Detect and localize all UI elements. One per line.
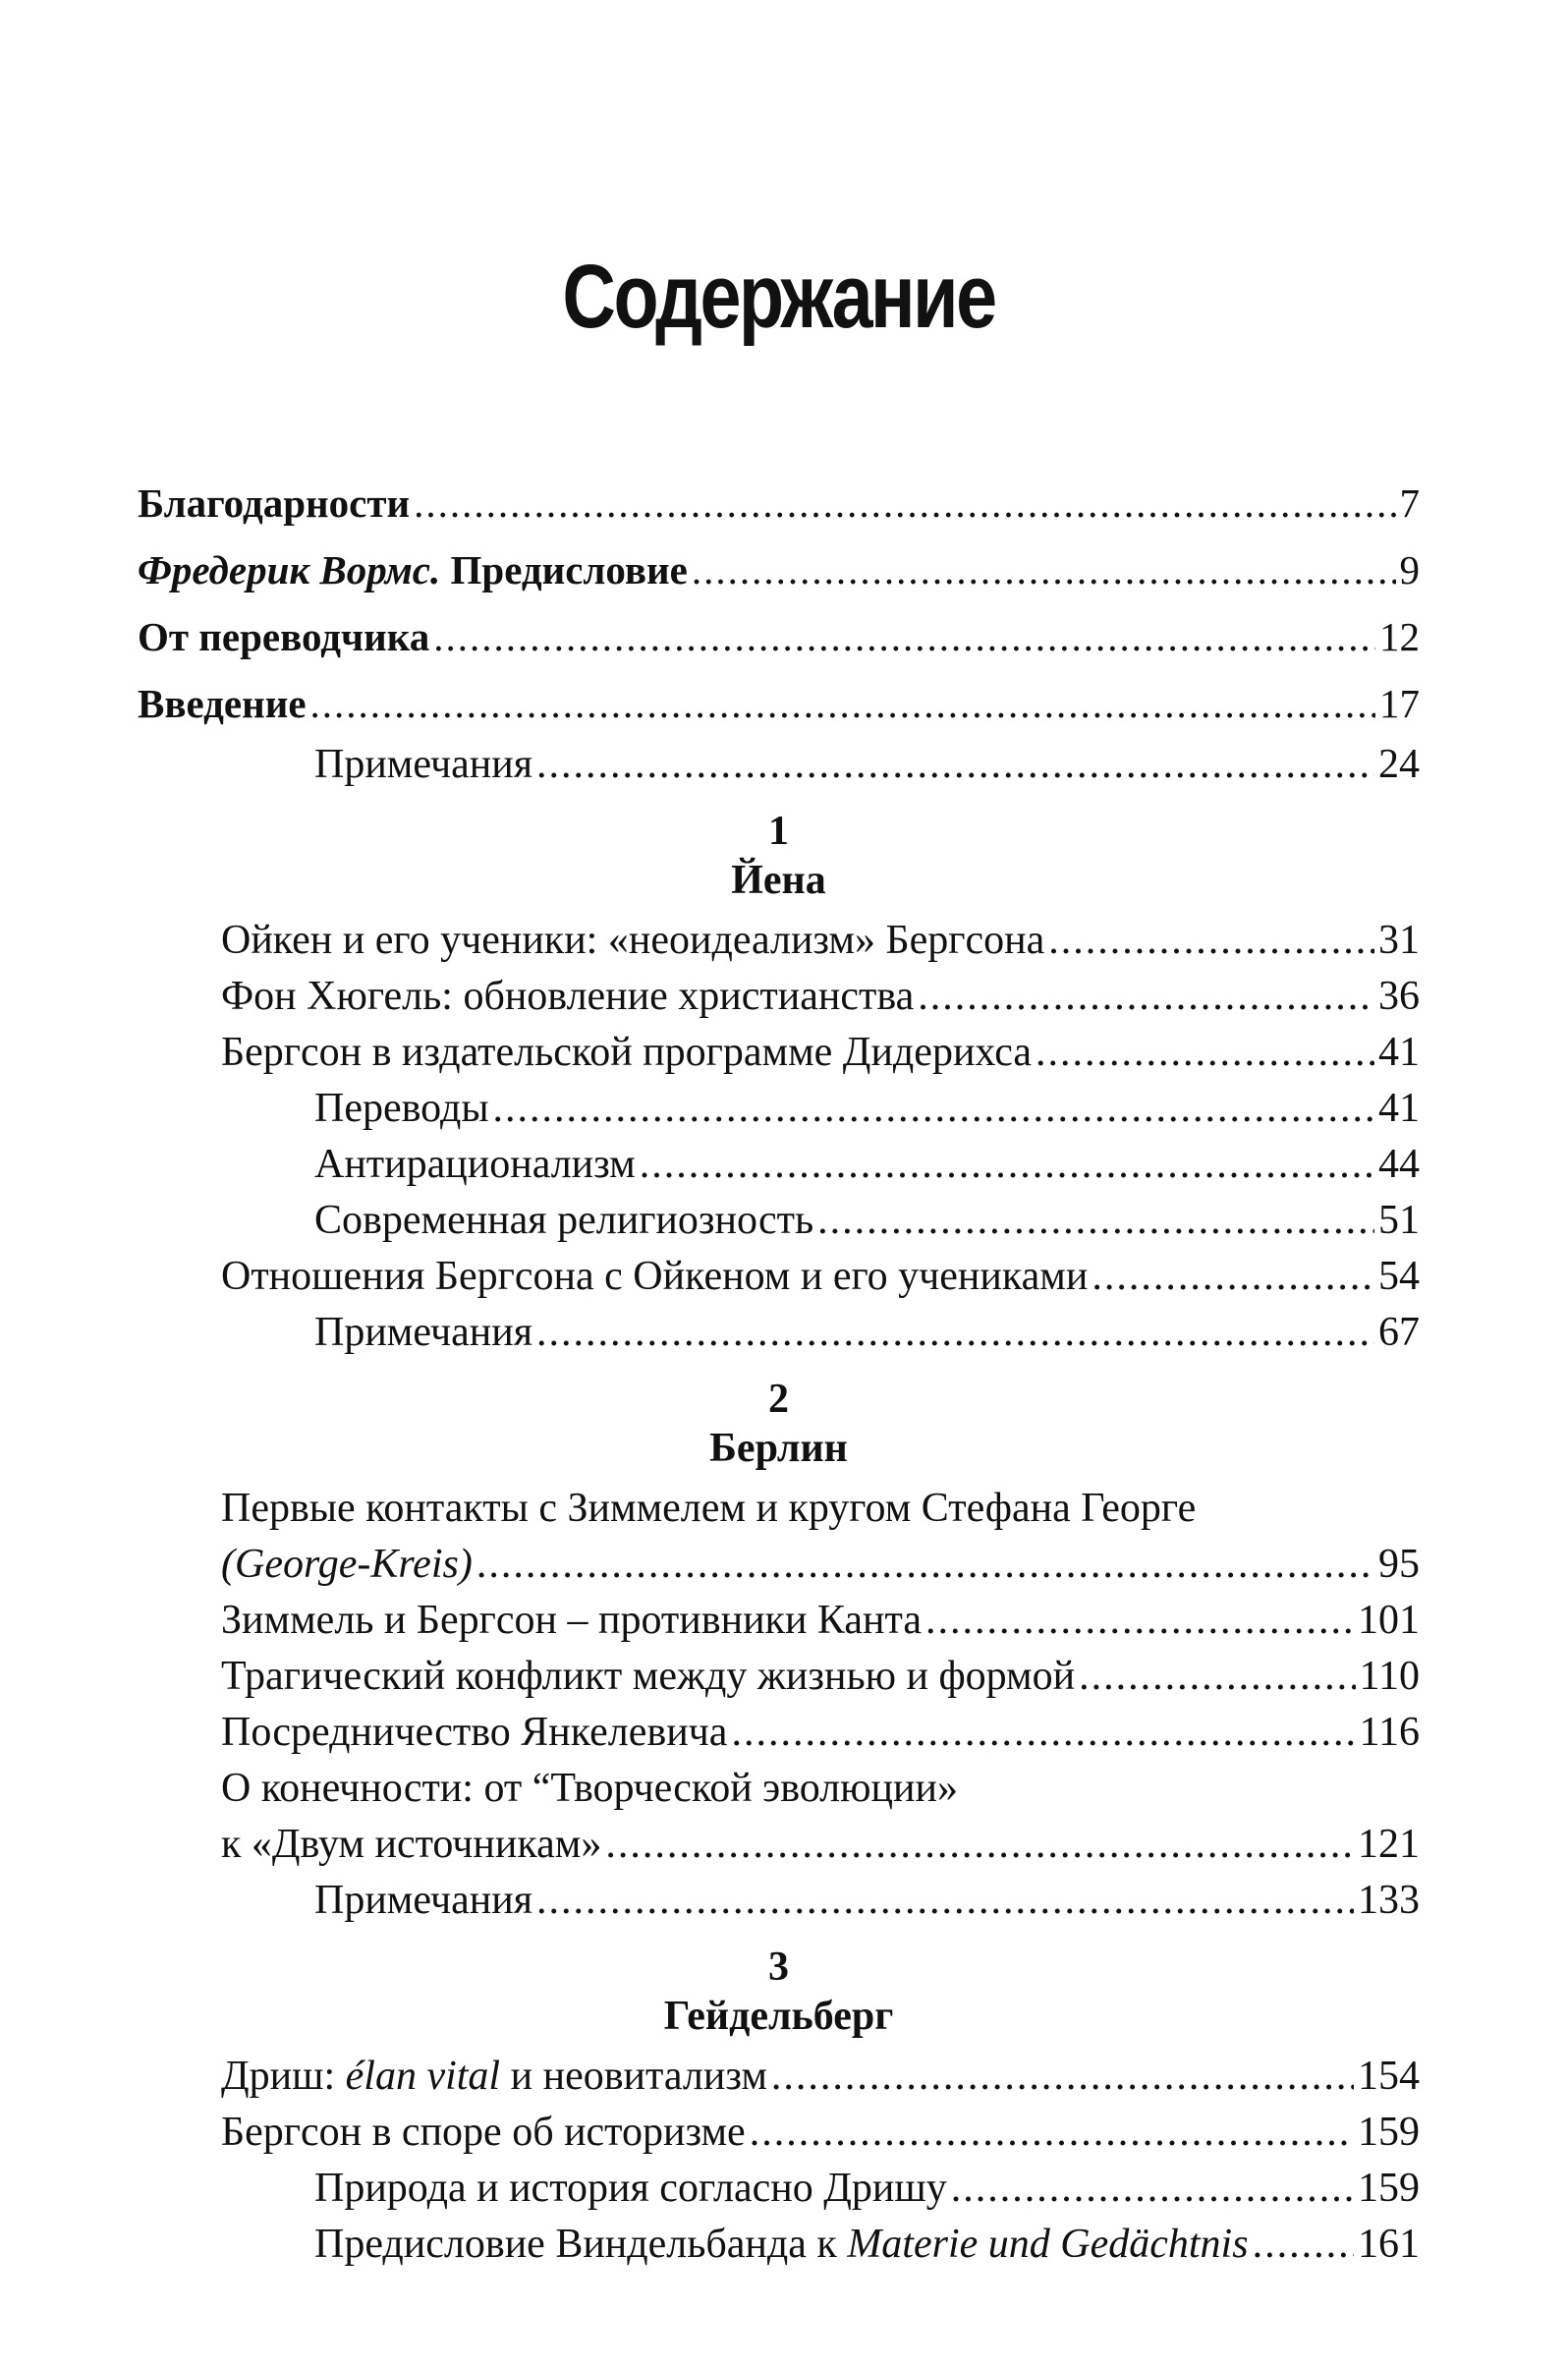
toc-entry-label: Примечания (314, 1310, 533, 1355)
toc-entry-label: Благодарности (138, 480, 411, 526)
dot-leader (692, 536, 1396, 603)
toc-entry-label (314, 2217, 1249, 2273)
toc-entry-label: Трагический конфликт между жизнью и формой (221, 1654, 1076, 1699)
toc-page-number: 110 (1359, 1654, 1420, 1699)
toc-entry-foreword[interactable] (138, 536, 1420, 603)
toc-entry-label: Переводы (314, 1086, 489, 1131)
toc-entry[interactable] (138, 1593, 1420, 1649)
toc-entry-label: Антирационализм (314, 1142, 636, 1187)
toc-entry-label: Отношения Бергсона с Ойкеном и его учениками (221, 1254, 1089, 1299)
toc-page-number: 116 (1359, 1710, 1420, 1755)
toc-page-number: 41 (1378, 1030, 1420, 1075)
dot-leader (817, 1193, 1374, 1249)
toc-entry-translator-note[interactable] (138, 603, 1420, 670)
chapter-name: Берлин (709, 1426, 848, 1471)
toc-entry[interactable] (138, 2049, 1420, 2105)
dot-leader (476, 1537, 1374, 1593)
dot-leader (731, 1705, 1355, 1761)
toc-entry[interactable] (138, 1025, 1420, 1081)
dot-leader (951, 2161, 1354, 2217)
chapter-number: 3 (768, 1945, 789, 1990)
chapter-heading-2 (138, 1375, 1420, 1473)
dot-leader (1048, 913, 1374, 969)
toc-entry-label: Бергсон в издательской программе Дидерихса (221, 1030, 1033, 1075)
page-title: Содержание (562, 247, 995, 347)
toc-page-number: 67 (1378, 1310, 1420, 1355)
toc-subentry[interactable] (138, 1193, 1420, 1249)
toc-entry-label: Современная религиозность (314, 1198, 814, 1243)
dot-leader (1079, 1649, 1355, 1705)
dot-leader (536, 1873, 1354, 1929)
chapter-heading-1 (138, 807, 1420, 905)
toc-page-number: 159 (1358, 2166, 1420, 2211)
toc-page-number: 54 (1378, 1254, 1420, 1299)
toc-page-number: 36 (1378, 974, 1420, 1019)
table-of-contents (138, 470, 1420, 2273)
toc-entry-label: к «Двум источникам» (221, 1822, 602, 1867)
toc-page-number: 44 (1378, 1142, 1420, 1187)
toc-entry-label: Введение (138, 681, 307, 726)
dot-leader (414, 470, 1395, 536)
toc-page-number: 17 (1379, 681, 1420, 726)
toc-page-number: 24 (1378, 742, 1420, 787)
toc-entry-acknowledgements[interactable] (138, 470, 1420, 536)
toc-entry-label: (George-Kreis) (221, 1542, 473, 1587)
toc-page-number: 9 (1399, 547, 1420, 592)
toc-entry[interactable] (138, 1249, 1420, 1305)
toc-entry-label-italic: Materie und Gedächtnis (847, 2222, 1249, 2267)
toc-entry-introduction[interactable] (138, 670, 1420, 737)
toc-entry-intro-notes[interactable] (138, 737, 1420, 793)
toc-author-name: Фредерик Вормс. (138, 547, 441, 592)
dot-leader (433, 603, 1375, 670)
dot-leader (605, 1817, 1354, 1873)
toc-entry-label: Посредничество Янкелевича (221, 1710, 728, 1755)
dot-leader (1036, 1025, 1374, 1081)
toc-entry-label: От переводчика (138, 614, 430, 659)
toc-page-number: 31 (1378, 918, 1420, 963)
toc-entry-label (138, 536, 688, 603)
dot-leader (925, 1593, 1354, 1649)
toc-entry[interactable] (138, 913, 1420, 969)
toc-entry-line2 (138, 1537, 1420, 1593)
toc-page-number: 101 (1358, 1598, 1420, 1643)
toc-entry-label: Ойкен и его ученики: «неоидеализм» Бергсона (221, 918, 1045, 963)
dot-leader (771, 2049, 1354, 2105)
toc-page-number: 51 (1378, 1198, 1420, 1243)
toc-page-number: 121 (1358, 1822, 1420, 1867)
toc-subentry[interactable] (138, 1081, 1420, 1137)
dot-leader (310, 670, 1375, 737)
toc-page-number: 41 (1378, 1086, 1420, 1131)
dot-leader (536, 1305, 1374, 1361)
toc-entry-title: Предисловие (440, 547, 688, 592)
dot-leader (918, 969, 1374, 1025)
toc-entry-line2 (138, 1817, 1420, 1873)
toc-entry[interactable] (138, 969, 1420, 1025)
toc-page-number: 154 (1358, 2054, 1420, 2099)
toc-entry-label-line1: Первые контакты с Зиммелем и кругом Стефана Георге (221, 1486, 1197, 1531)
dot-leader (1253, 2217, 1354, 2273)
toc-page-number: 161 (1358, 2222, 1420, 2267)
toc-subentry[interactable] (138, 2217, 1420, 2273)
toc-entry[interactable] (138, 2105, 1420, 2161)
toc-entry-label-line1: О конечности: от “Творческой эволюции» (221, 1766, 958, 1811)
dot-leader (1092, 1249, 1374, 1305)
toc-entry-label-part: и неовитализм (500, 2054, 767, 2099)
toc-entry-label (221, 2049, 767, 2105)
chapter-number: 1 (768, 809, 789, 854)
toc-entry-label-italic: élan vital (345, 2054, 501, 2099)
chapter-heading-3 (138, 1943, 1420, 2041)
toc-entry-multiline[interactable] (138, 1761, 1420, 1873)
toc-page-number: 12 (1379, 614, 1420, 659)
toc-subentry[interactable] (138, 1137, 1420, 1193)
chapter-name: Йена (731, 858, 826, 903)
toc-page-number: 7 (1399, 480, 1420, 526)
chapter-name: Гейдельберг (663, 1994, 894, 2039)
toc-entry-label: Зиммель и Бергсон – противники Канта (221, 1598, 923, 1643)
toc-entry-notes[interactable] (138, 1873, 1420, 1929)
toc-entry-label: Примечания (314, 1878, 533, 1923)
toc-entry[interactable] (138, 1649, 1420, 1705)
toc-subentry[interactable] (138, 2161, 1420, 2217)
toc-entry-multiline[interactable] (138, 1481, 1420, 1593)
dot-leader (750, 2105, 1354, 2161)
toc-page-number: 159 (1358, 2110, 1420, 2155)
toc-entry-label-part: Дриш: (221, 2054, 346, 2099)
chapter-number: 2 (768, 1377, 789, 1422)
toc-page-number: 133 (1358, 1878, 1420, 1923)
toc-entry[interactable] (138, 1705, 1420, 1761)
toc-entry-label-part: Предисловие Виндельбанда к (314, 2222, 848, 2267)
dot-leader (640, 1137, 1374, 1193)
dot-leader (493, 1081, 1374, 1137)
dot-leader (536, 737, 1374, 793)
toc-page-number: 95 (1378, 1542, 1420, 1587)
toc-entry-label: Фон Хюгель: обновление христианства (221, 974, 915, 1019)
toc-entry-label: Примечания (314, 742, 533, 787)
toc-entry-label: Бергсон в споре об историзме (221, 2110, 746, 2155)
toc-entry-label: Природа и история согласно Дришу (314, 2166, 947, 2211)
toc-entry-notes[interactable] (138, 1305, 1420, 1361)
